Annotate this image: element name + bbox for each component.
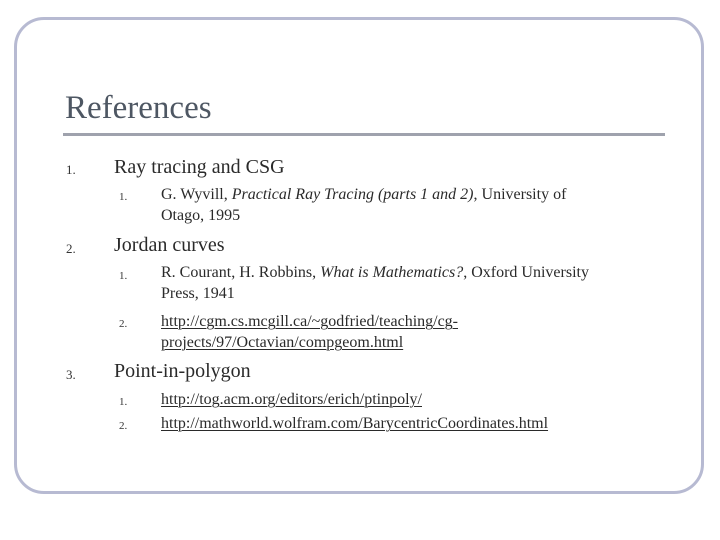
section-number-3: 3.: [66, 367, 76, 382]
reference-link-godfried[interactable]: [161, 311, 661, 353]
reference-publisher: , Oxford University: [463, 264, 589, 281]
reference-author: G. Wyvill,: [161, 186, 232, 203]
link-text[interactable]: http://tog.acm.org/editors/erich/ptinpoly/: [161, 391, 422, 408]
section-heading-point-in-polygon: Point-in-polygon: [114, 360, 251, 382]
title-rule: [63, 133, 665, 136]
item-number-3-1: 1.: [119, 396, 128, 408]
section-heading-jordan-curves: Jordan curves: [114, 234, 225, 256]
reference-publisher-continued: Press, 1941: [161, 285, 235, 302]
item-number-2-1: 1.: [119, 270, 128, 282]
section-heading-ray-tracing: Ray tracing and CSG: [114, 156, 285, 178]
reference-publisher-continued: Otago, 1995: [161, 207, 241, 224]
item-number-3-2: 2.: [119, 420, 128, 432]
reference-courant-robbins: [161, 262, 661, 304]
reference-work-title: What is Mathematics?: [320, 264, 464, 281]
reference-wyvill: [161, 184, 661, 226]
slide-title: References: [65, 90, 212, 126]
reference-author: R. Courant, H. Robbins,: [161, 264, 321, 281]
item-number-1-1: 1.: [119, 191, 128, 203]
section-number-2: 2.: [66, 241, 76, 256]
link-text-line2[interactable]: projects/97/Octavian/compgeom.html: [161, 334, 404, 351]
link-text[interactable]: http://mathworld.wolfram.com/BarycentricCoordinates.html: [161, 415, 549, 432]
reference-publisher: , University of: [473, 186, 567, 203]
reference-link-ptinpoly[interactable]: [161, 389, 661, 410]
link-text-line1[interactable]: http://cgm.cs.mcgill.ca/~godfried/teaching/cg-: [161, 313, 459, 330]
reference-link-mathworld[interactable]: [161, 413, 661, 434]
item-number-2-2: 2.: [119, 318, 128, 330]
reference-work-title: Practical Ray Tracing (parts 1 and 2): [231, 186, 474, 203]
section-number-1: 1.: [66, 162, 76, 177]
